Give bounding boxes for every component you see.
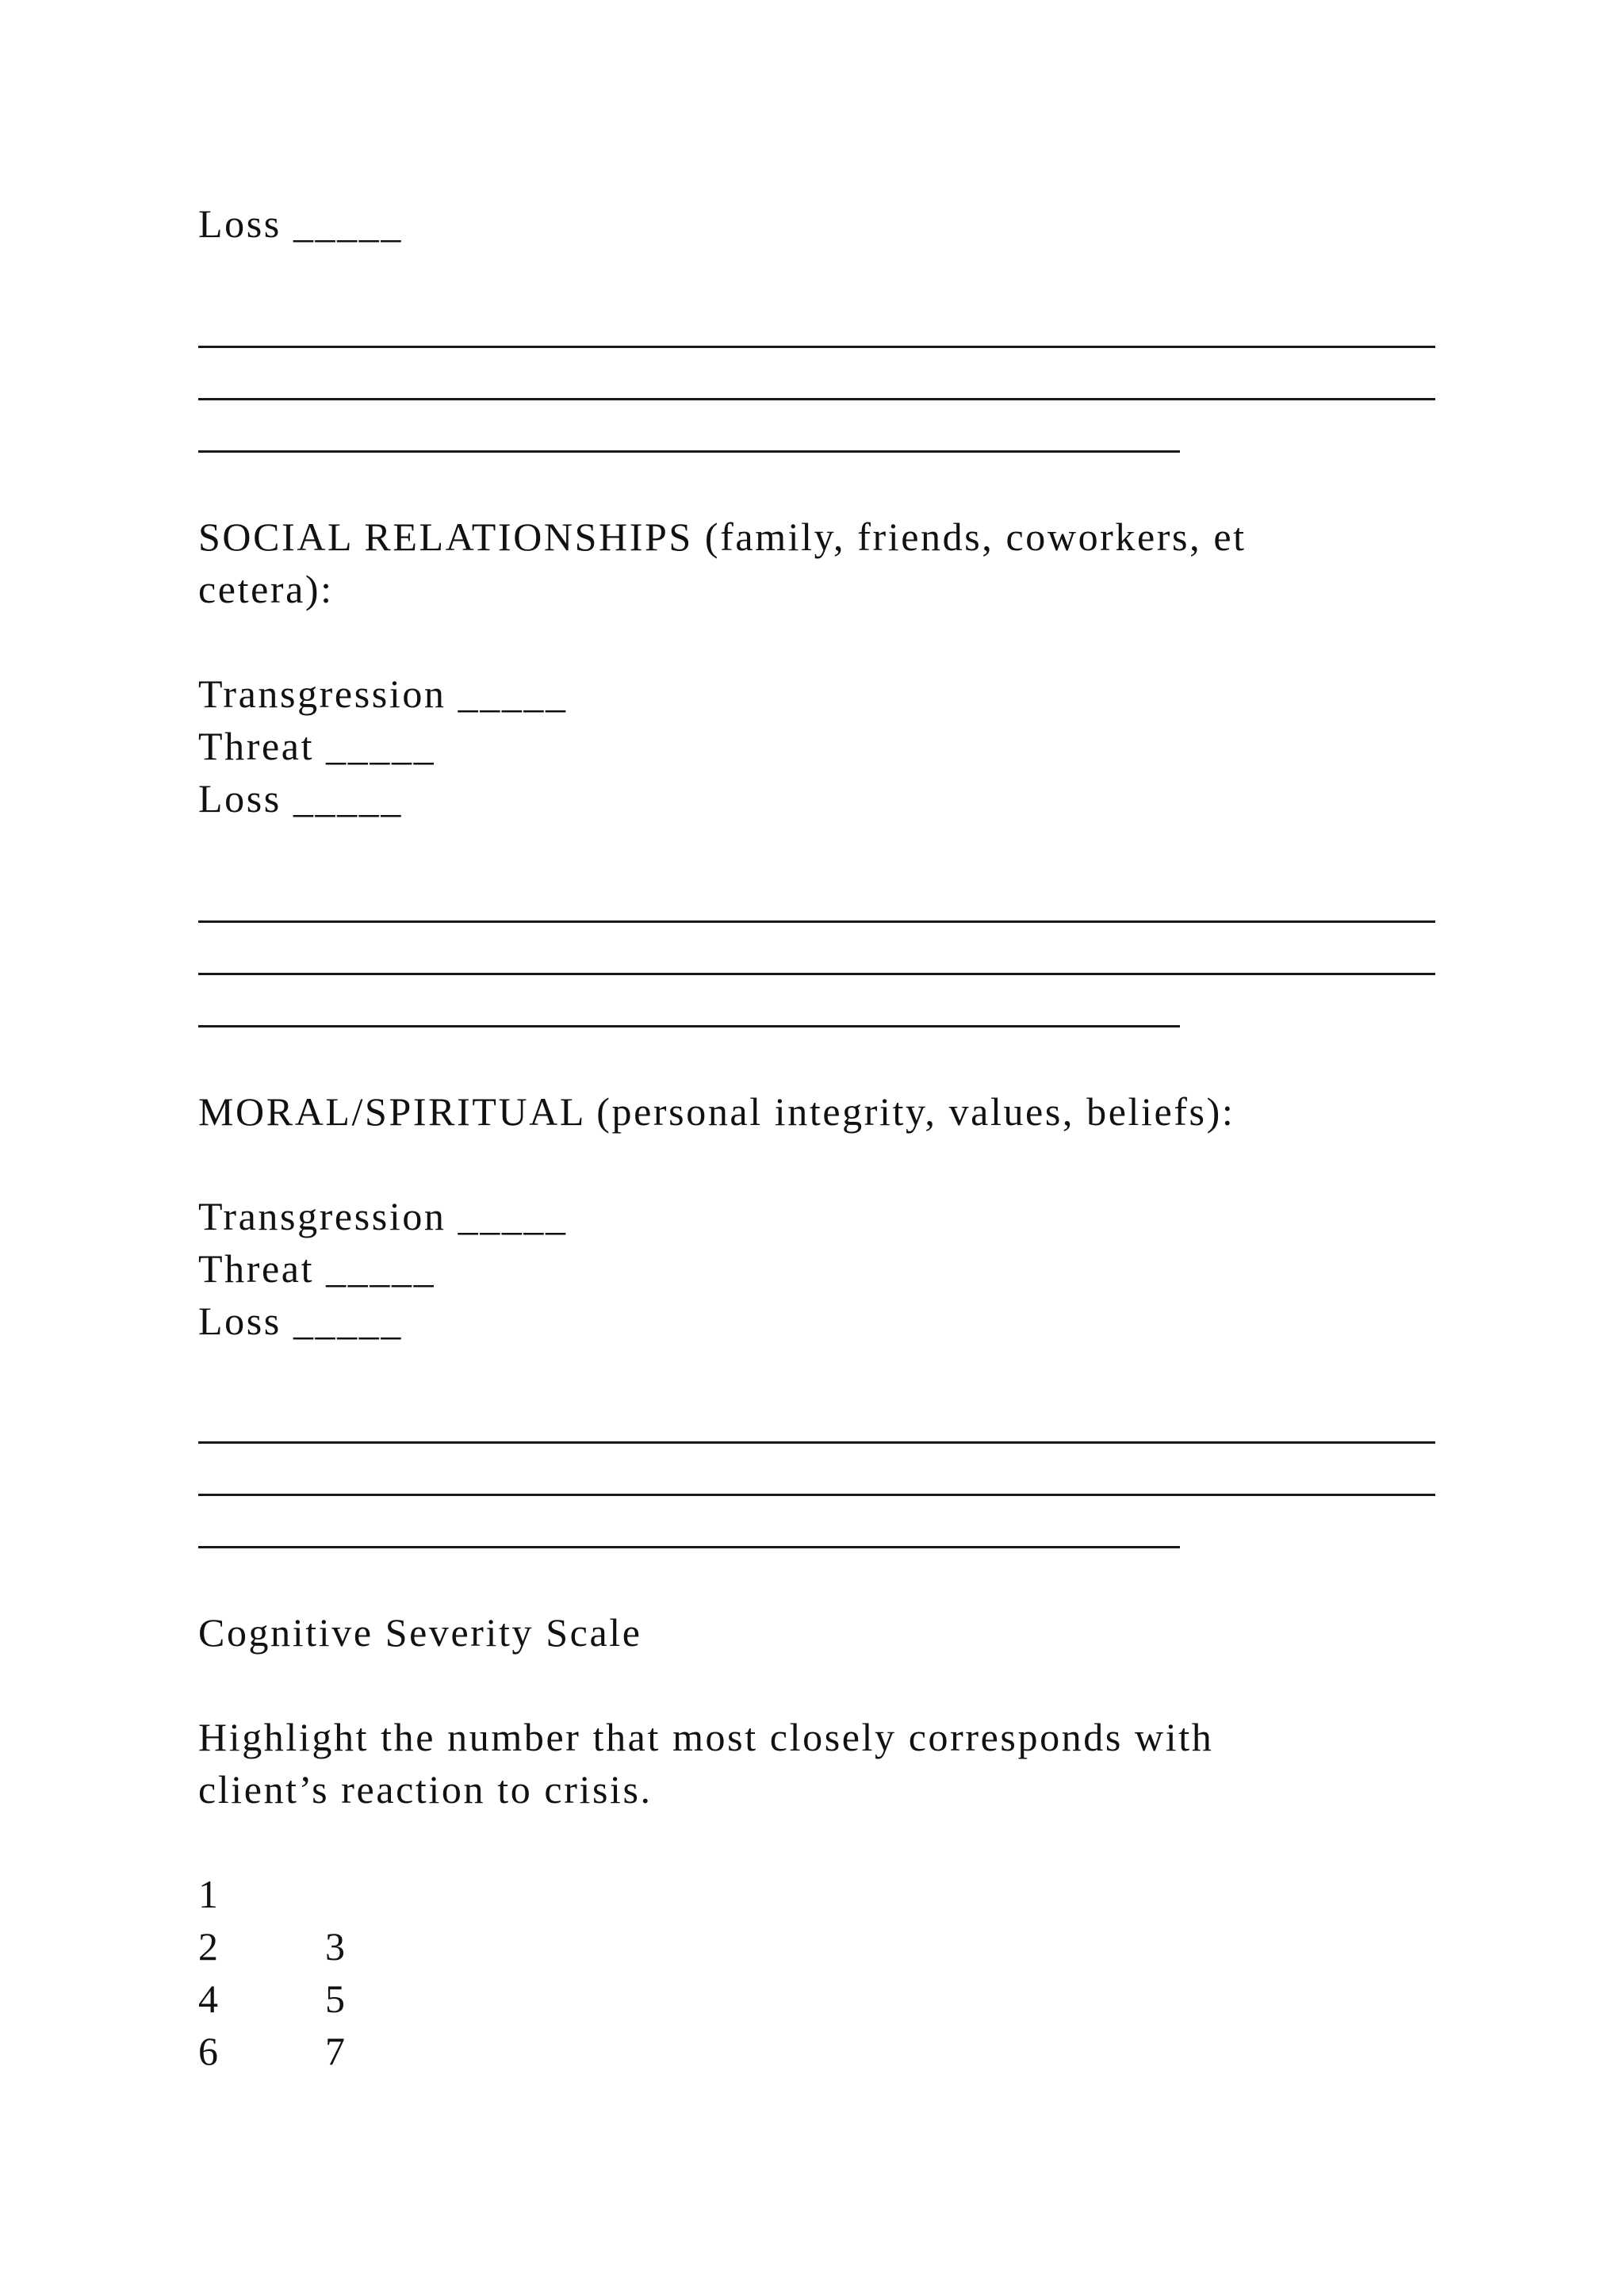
- answer-rule-2: [198, 398, 1435, 400]
- social-heading: SOCIAL RELATIONSHIPS (family, friends, coworkers, et: [198, 515, 1247, 559]
- scale-instruction-line2: client’s reaction to crisis.: [198, 1767, 653, 1812]
- moral-transgression-field: Transgression _____: [198, 1194, 568, 1238]
- scale-number-1[interactable]: 1: [198, 1872, 218, 1916]
- scale-number-6[interactable]: 6: [198, 2029, 218, 2073]
- social-heading-cont: cetera):: [198, 567, 334, 611]
- answer-rule-6: [198, 1025, 1180, 1027]
- scale-title: Cognitive Severity Scale: [198, 1610, 642, 1655]
- scale-number-4[interactable]: 4: [198, 1976, 218, 2021]
- answer-rule-8: [198, 1494, 1435, 1496]
- moral-heading: MORAL/SPIRITUAL (personal integrity, values, beliefs):: [198, 1089, 1235, 1134]
- moral-loss-field: Loss _____: [198, 1299, 403, 1343]
- social-loss-field: Loss _____: [198, 776, 403, 821]
- top-loss-field: Loss _____: [198, 201, 403, 246]
- answer-rule-1: [198, 346, 1435, 348]
- scale-instruction-line1: Highlight the number that most closely corresponds with: [198, 1715, 1214, 1759]
- answer-rule-5: [198, 973, 1435, 975]
- scale-number-3[interactable]: 3: [325, 1924, 345, 1969]
- scale-number-5[interactable]: 5: [325, 1976, 345, 2021]
- moral-threat-field: Threat _____: [198, 1246, 436, 1291]
- answer-rule-4: [198, 920, 1435, 923]
- answer-rule-9: [198, 1546, 1180, 1548]
- answer-rule-7: [198, 1441, 1435, 1444]
- answer-rule-3: [198, 450, 1180, 453]
- social-threat-field: Threat _____: [198, 724, 436, 768]
- scale-number-7[interactable]: 7: [325, 2029, 345, 2073]
- social-transgression-field: Transgression _____: [198, 672, 568, 716]
- scale-number-2[interactable]: 2: [198, 1924, 218, 1969]
